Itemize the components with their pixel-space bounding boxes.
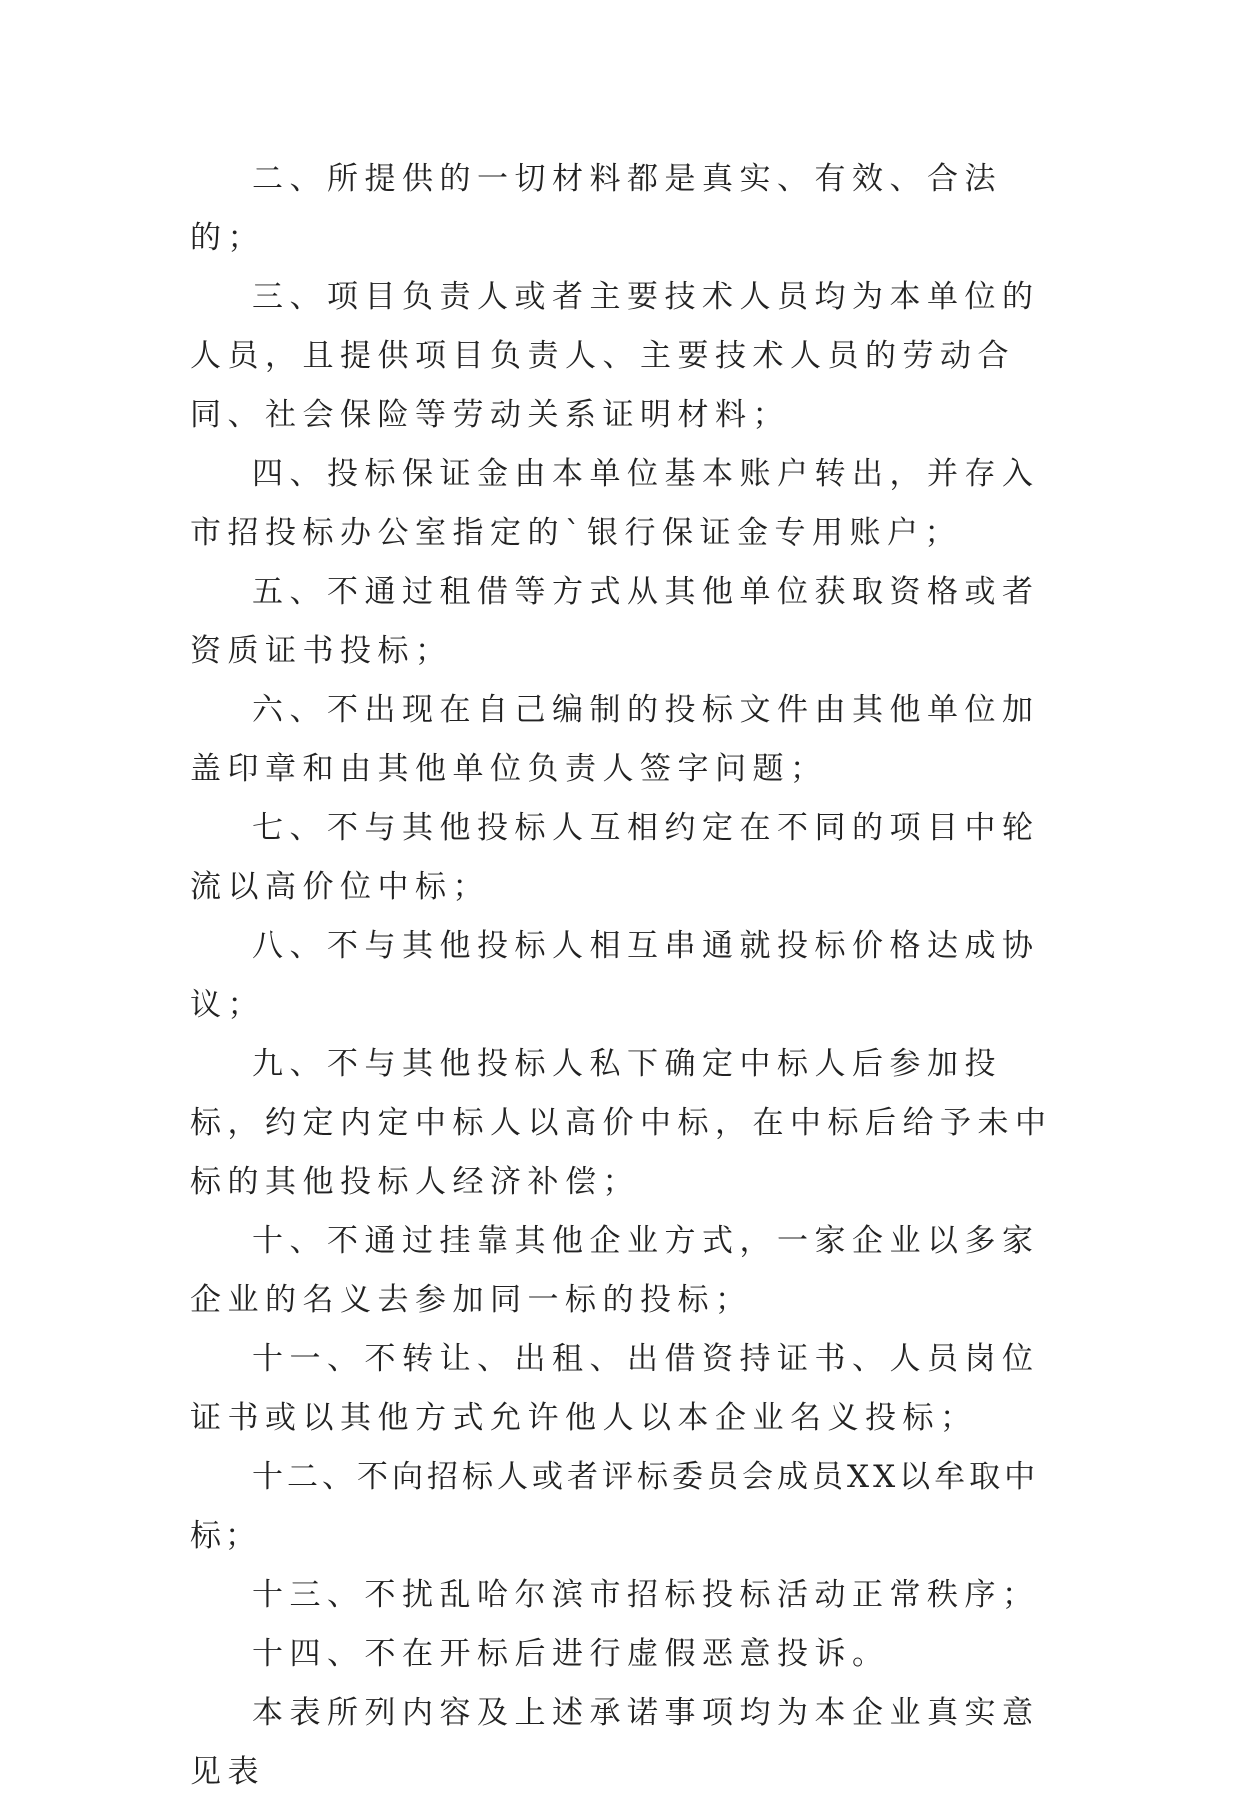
document-body: [190, 150, 1060, 1802]
paragraph-5: 五、不通过租借等方式从其他单位获取资格或者资质证书投标；: [190, 574, 1040, 669]
paragraph-8: 八、不与其他投标人相互串通就投标价格达成协议；: [190, 928, 1040, 1023]
paragraph-6: 六、不出现在自己编制的投标文件由其他单位加盖印章和由其他单位负责人签字问题；: [190, 692, 1040, 787]
paragraph-10: 十、不通过挂靠其他企业方式，一家企业以多家企业的名义去参加同一标的投标；: [190, 1223, 1040, 1318]
paragraph-14: 十四、不在开标后进行虚假恶意投诉。: [252, 1636, 890, 1672]
paragraph-closing: 本表所列内容及上述承诺事项均为本企业真实意见表: [190, 1695, 1040, 1790]
paragraph-3: 三、项目负责人或者主要技术人员均为本单位的人员，且提供项目负责人、主要技术人员的劳动合同、社会保险等劳动关系证明材料；: [190, 279, 1040, 433]
paragraph-9: 九、不与其他投标人私下确定中标人后参加投标，约定内定中标人以高价中标，在中标后给予未中标的其他投标人经济补偿；: [190, 1046, 1053, 1200]
paragraph-12: 十二、不向招标人或者评标委员会成员XX以牟取中标；: [190, 1459, 1040, 1554]
paragraph-4: 四、投标保证金由本单位基本账户转出，并存入市招投标办公室指定的`银行保证金专用账户；: [190, 456, 1040, 551]
paragraph-2: 二、所提供的一切材料都是真实、有效、合法的；: [190, 161, 1002, 256]
paragraph-13: 十三、不扰乱哈尔滨市招标投标活动正常秩序；: [252, 1577, 1040, 1613]
paragraph-11: 十一、不转让、出租、出借资持证书、人员岗位证书或以其他方式允许他人以本企业名义投标；: [190, 1341, 1040, 1436]
paragraph-7: 七、不与其他投标人互相约定在不同的项目中轮流以高价位中标；: [190, 810, 1040, 905]
